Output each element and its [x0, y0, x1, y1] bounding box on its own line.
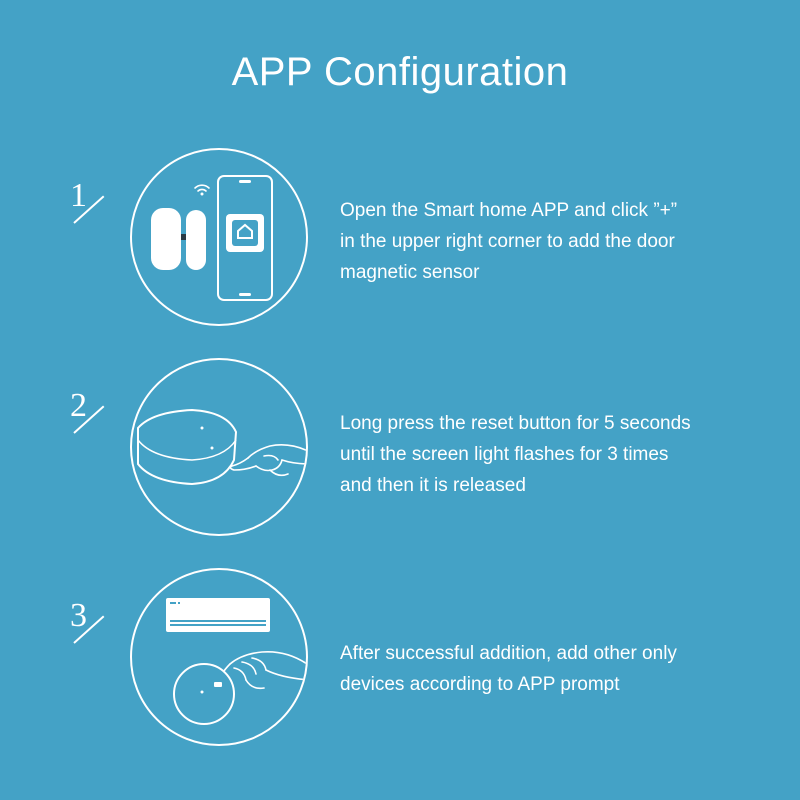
step-1 [0, 148, 800, 328]
reset-button-press-icon [132, 360, 308, 536]
step-illustration [130, 148, 308, 326]
step-line: Open the Smart home APP and click ”+” [340, 200, 678, 221]
step-line: until the screen light flashes for 3 times [340, 444, 669, 465]
step-line: in the upper right corner to add the door [340, 231, 675, 252]
step-illustration [130, 358, 308, 536]
step-number: 1 [70, 177, 87, 214]
step-2 [0, 358, 800, 538]
step-description [340, 408, 770, 501]
step-description [340, 638, 770, 700]
page-title: APP Configuration [231, 50, 569, 94]
step-description [340, 195, 770, 288]
step-number: 2 [70, 387, 87, 424]
step-3 [0, 568, 800, 748]
step-line: magnetic sensor [340, 262, 480, 283]
step-illustration [130, 568, 308, 746]
step-number: 3 [70, 597, 87, 634]
step-line: and then it is released [340, 475, 526, 496]
step-line: After successful addition, add other only [340, 643, 677, 664]
phone-and-door-sensor-icon [132, 150, 308, 326]
step-line: devices according to APP prompt [340, 674, 620, 695]
air-conditioner-and-hand-icon [132, 570, 308, 746]
step-line: Long press the reset button for 5 seconds [340, 413, 691, 434]
